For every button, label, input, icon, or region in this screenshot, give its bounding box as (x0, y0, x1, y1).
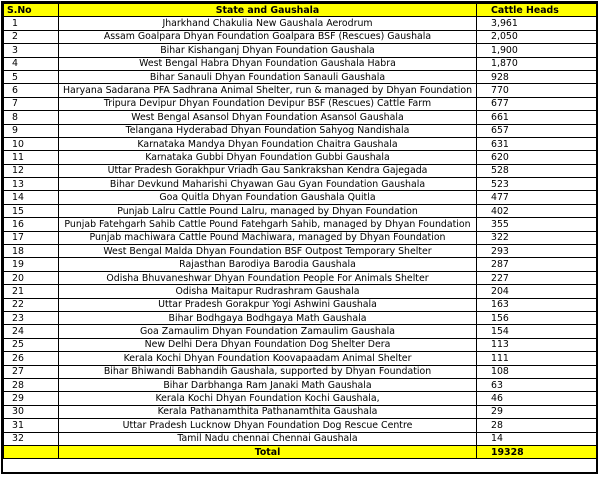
table-row (4, 392, 597, 405)
row-state-gaushala: Uttar Pradesh Gorakpur Yogi Ashwini Gaushala (59, 298, 477, 311)
row-state-gaushala: Odisha Bhuvaneshwar Dhyan Foundation People For Animals Shelter (59, 271, 477, 284)
row-state-gaushala: Jharkhand Chakulia New Gaushala Aerodrum (59, 17, 477, 30)
table-row (4, 164, 597, 177)
row-state-gaushala: Bihar Darbhanga Ram Janaki Math Gaushala (59, 378, 477, 391)
header-cattle-heads: Cattle Heads (477, 4, 597, 17)
row-cattle-heads: 287 (477, 258, 597, 271)
table-row (4, 111, 597, 124)
row-cattle-heads: 3,961 (477, 17, 597, 30)
table-row (4, 137, 597, 150)
row-cattle-heads: 2,050 (477, 30, 597, 43)
row-cattle-heads: 29 (477, 405, 597, 418)
row-state-gaushala: Punjab Fatehgarh Sahib Cattle Pound Fatehgarh Sahib, managed by Dhyan Foundation (59, 218, 477, 231)
table-row (4, 191, 597, 204)
row-sno: 5 (4, 70, 59, 83)
row-sno: 27 (4, 365, 59, 378)
header-sno: S.No (4, 4, 59, 17)
row-state-gaushala: Uttar Pradesh Gorakhpur Vriadh Gau Sankrakshan Kendra Gajegada (59, 164, 477, 177)
row-cattle-heads: 63 (477, 378, 597, 391)
row-state-gaushala: Uttar Pradesh Lucknow Dhyan Foundation Dog Rescue Centre (59, 419, 477, 432)
row-state-gaushala: Haryana Sadarana PFA Sadhrana Animal Shelter, run & managed by Dhyan Foundation (59, 84, 477, 97)
table-body (4, 17, 597, 446)
row-sno: 10 (4, 137, 59, 150)
table-row (4, 57, 597, 70)
row-state-gaushala: Telangana Hyderabad Dhyan Foundation Sahyog Nandishala (59, 124, 477, 137)
row-cattle-heads: 661 (477, 111, 597, 124)
row-sno: 14 (4, 191, 59, 204)
row-sno: 8 (4, 111, 59, 124)
row-sno: 29 (4, 392, 59, 405)
row-sno: 17 (4, 231, 59, 244)
row-state-gaushala: Kerala Pathanamthita Pathanamthita Gaushala (59, 405, 477, 418)
row-state-gaushala: Tamil Nadu chennai Chennai Gaushala (59, 432, 477, 445)
row-sno: 7 (4, 97, 59, 110)
table-row (4, 17, 597, 30)
total-value: 19328 (477, 445, 597, 458)
table-row (4, 204, 597, 217)
row-sno: 30 (4, 405, 59, 418)
row-state-gaushala: Bihar Sanauli Dhyan Foundation Sanauli Gaushala (59, 70, 477, 83)
table-row (4, 124, 597, 137)
table-row (4, 245, 597, 258)
row-cattle-heads: 111 (477, 352, 597, 365)
row-cattle-heads: 28 (477, 419, 597, 432)
row-sno: 23 (4, 311, 59, 324)
table-row (4, 30, 597, 43)
row-state-gaushala: Bihar Kishanganj Dhyan Foundation Gaushala (59, 44, 477, 57)
total-row (4, 445, 597, 458)
row-cattle-heads: 227 (477, 271, 597, 284)
row-cattle-heads: 322 (477, 231, 597, 244)
row-cattle-heads: 631 (477, 137, 597, 150)
row-state-gaushala: Assam Goalpara Dhyan Foundation Goalpara BSF (Rescues) Gaushala (59, 30, 477, 43)
table-row (4, 378, 597, 391)
total-label: Total (59, 445, 477, 458)
row-sno: 21 (4, 285, 59, 298)
header-row (4, 4, 597, 17)
row-state-gaushala: Goa Zamaulim Dhyan Foundation Zamaulim Gaushala (59, 325, 477, 338)
row-cattle-heads: 293 (477, 245, 597, 258)
row-cattle-heads: 355 (477, 218, 597, 231)
row-state-gaushala: Bihar Devkund Maharishi Chyawan Gau Gyan Foundation Gaushala (59, 178, 477, 191)
table-row (4, 298, 597, 311)
row-sno: 4 (4, 57, 59, 70)
row-cattle-heads: 770 (477, 84, 597, 97)
row-cattle-heads: 523 (477, 178, 597, 191)
table-row (4, 271, 597, 284)
row-sno: 28 (4, 378, 59, 391)
table-row (4, 44, 597, 57)
row-sno: 12 (4, 164, 59, 177)
row-cattle-heads: 156 (477, 311, 597, 324)
row-state-gaushala: Kerala Kochi Dhyan Foundation Koovapaadam Animal Shelter (59, 352, 477, 365)
row-sno: 15 (4, 204, 59, 217)
table-row (4, 231, 597, 244)
table-row (4, 84, 597, 97)
row-sno: 9 (4, 124, 59, 137)
row-sno: 18 (4, 245, 59, 258)
table-row (4, 365, 597, 378)
row-sno: 6 (4, 84, 59, 97)
table-row (4, 432, 597, 445)
row-state-gaushala: West Bengal Malda Dhyan Foundation BSF Outpost Temporary Shelter (59, 245, 477, 258)
row-cattle-heads: 113 (477, 338, 597, 351)
table-footer (4, 445, 597, 458)
table-row (4, 285, 597, 298)
table-row (4, 311, 597, 324)
row-cattle-heads: 163 (477, 298, 597, 311)
row-cattle-heads: 1,900 (477, 44, 597, 57)
table-row (4, 258, 597, 271)
row-sno: 1 (4, 17, 59, 30)
row-state-gaushala: Bihar Bhiwandi Babhandih Gaushala, supported by Dhyan Foundation (59, 365, 477, 378)
row-cattle-heads: 928 (477, 70, 597, 83)
table-row (4, 218, 597, 231)
table-row (4, 352, 597, 365)
row-sno: 25 (4, 338, 59, 351)
row-sno: 3 (4, 44, 59, 57)
header-state: State and Gaushala (59, 4, 477, 17)
row-state-gaushala: Rajasthan Barodiya Barodia Gaushala (59, 258, 477, 271)
row-cattle-heads: 1,870 (477, 57, 597, 70)
row-cattle-heads: 154 (477, 325, 597, 338)
table-row (4, 178, 597, 191)
row-state-gaushala: Punjab machiwara Cattle Pound Machiwara, managed by Dhyan Foundation (59, 231, 477, 244)
row-cattle-heads: 46 (477, 392, 597, 405)
row-sno: 11 (4, 151, 59, 164)
row-state-gaushala: New Delhi Dera Dhyan Foundation Dog Shelter Dera (59, 338, 477, 351)
row-cattle-heads: 677 (477, 97, 597, 110)
row-cattle-heads: 528 (477, 164, 597, 177)
row-state-gaushala: Odisha Maitapur Rudrashram Gaushala (59, 285, 477, 298)
row-sno: 20 (4, 271, 59, 284)
row-cattle-heads: 108 (477, 365, 597, 378)
row-cattle-heads: 204 (477, 285, 597, 298)
row-cattle-heads: 657 (477, 124, 597, 137)
table-row (4, 325, 597, 338)
table-row (4, 405, 597, 418)
row-state-gaushala: Kerala Kochi Dhyan Foundation Kochi Gaushala, (59, 392, 477, 405)
row-state-gaushala: Goa Quitla Dhyan Foundation Gaushala Quitla (59, 191, 477, 204)
row-sno: 22 (4, 298, 59, 311)
row-state-gaushala: West Bengal Asansol Dhyan Foundation Asansol Gaushala (59, 111, 477, 124)
row-cattle-heads: 620 (477, 151, 597, 164)
row-sno: 13 (4, 178, 59, 191)
table-row (4, 151, 597, 164)
row-cattle-heads: 477 (477, 191, 597, 204)
row-state-gaushala: Tripura Devipur Dhyan Foundation Devipur BSF (Rescues) Cattle Farm (59, 97, 477, 110)
row-sno: 31 (4, 419, 59, 432)
row-state-gaushala: Bihar Bodhgaya Bodhgaya Math Gaushala (59, 311, 477, 324)
row-state-gaushala: West Bengal Habra Dhyan Foundation Gaushala Habra (59, 57, 477, 70)
row-sno: 2 (4, 30, 59, 43)
row-sno: 32 (4, 432, 59, 445)
total-sno (4, 445, 59, 458)
table-row (4, 338, 597, 351)
table-row (4, 97, 597, 110)
row-state-gaushala: Karnataka Gubbi Dhyan Foundation Gubbi Gaushala (59, 151, 477, 164)
table-header (4, 4, 597, 17)
table-frame (1, 1, 598, 474)
gaushala-table (3, 3, 597, 459)
row-sno: 16 (4, 218, 59, 231)
row-cattle-heads: 402 (477, 204, 597, 217)
row-sno: 19 (4, 258, 59, 271)
table-row (4, 70, 597, 83)
row-state-gaushala: Karnataka Mandya Dhyan Foundation Chaitra Gaushala (59, 137, 477, 150)
row-sno: 26 (4, 352, 59, 365)
row-state-gaushala: Punjab Lalru Cattle Pound Lalru, managed by Dhyan Foundation (59, 204, 477, 217)
row-cattle-heads: 14 (477, 432, 597, 445)
table-row (4, 419, 597, 432)
row-sno: 24 (4, 325, 59, 338)
